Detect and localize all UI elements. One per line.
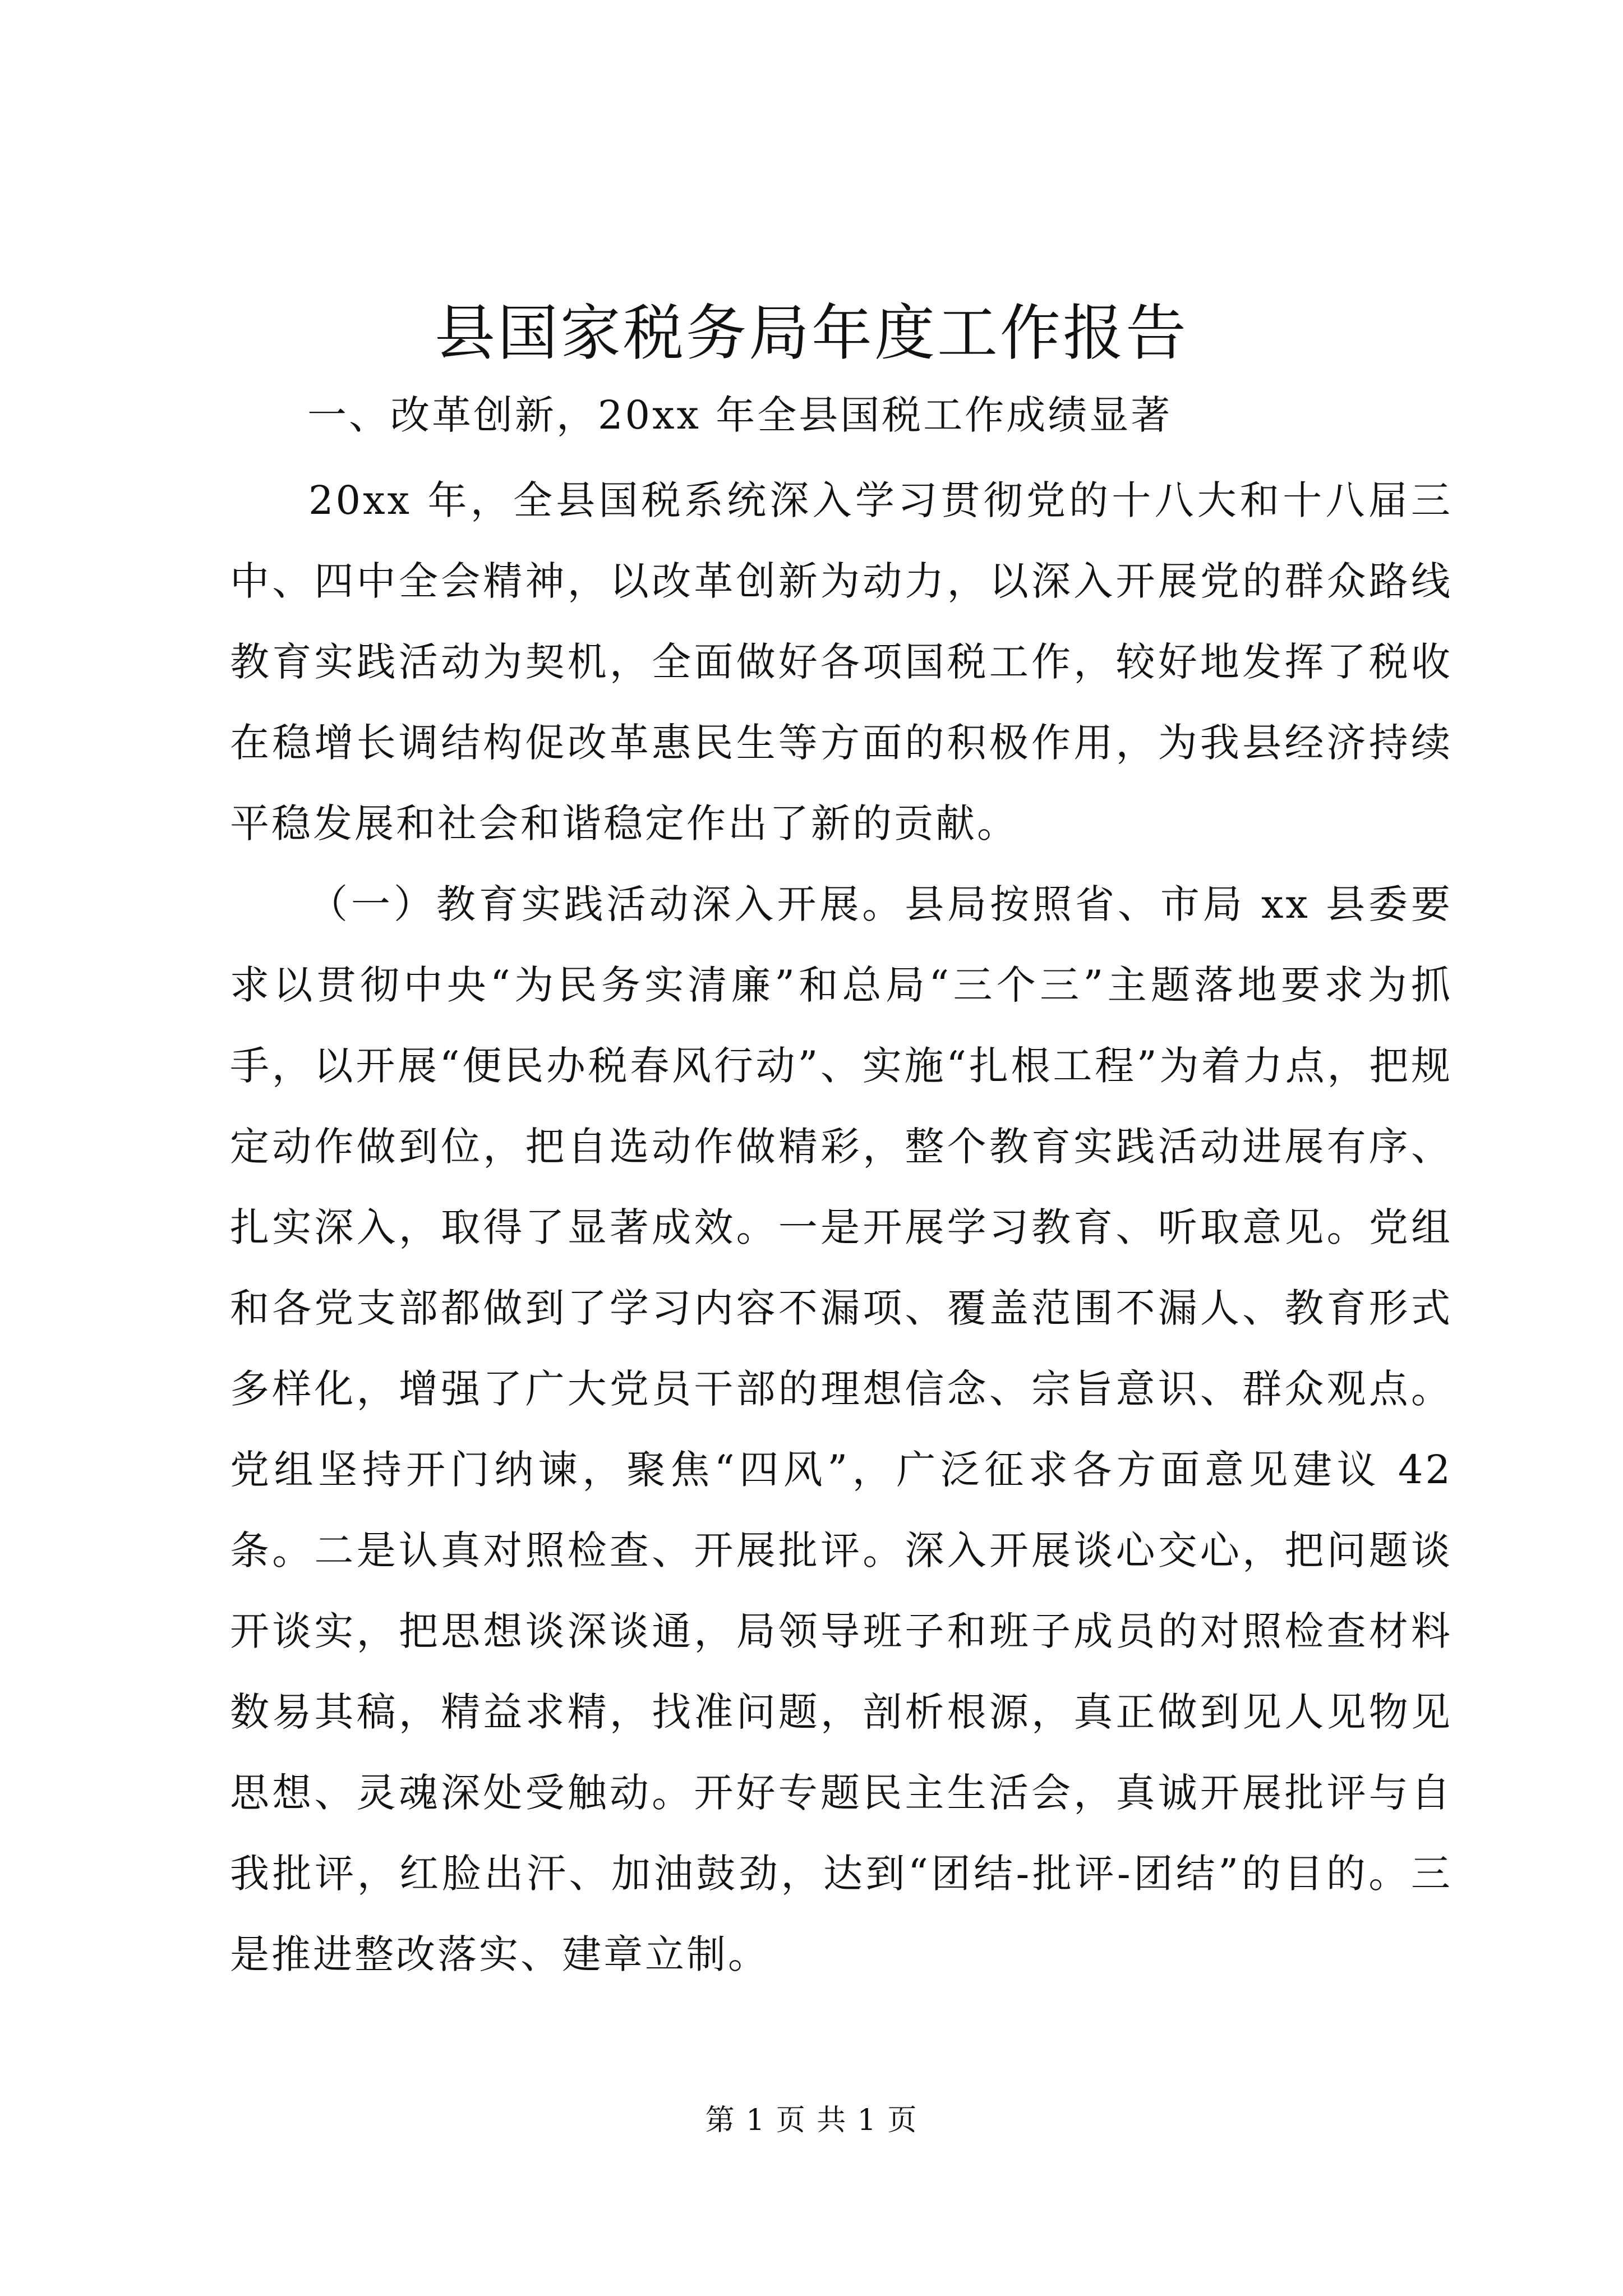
body-paragraph-2: （一）教育实践活动深入开展。县局按照省、市局 xx 县委要求以贯彻中央“为民务实清廉”和总局“三个三”主题落地要求为抓手，以开展“便民办税春风行动”、实施“扎根工程”为着力点，把规定动作做到位，把自选动作做精彩，整个教育实践活动进展有序、扎实深入，取得了显著成效。一是开展学习教育、听取意见。党组和各党支部都做到了学习内容不漏项、覆盖范围不漏人、教育形式多样化，增强了广大党员干部的理想信念、宗旨意识、群众观点。党组坚持开门纳谏，聚焦“四风”，广泛征求各方面意见建议 42 条。二是认真对照检查、开展批评。深入开展谈心交心，把问题谈开谈实，把思想谈深谈通，局领导班子和班子成员的对照检查材料数易其稿，精益求精，找准问题，剖析根源，真正做到见人见物见思想、灵魂深处受触动。开好专题民主生活会，真诚开展批评与自我批评，红脸出汗、加油鼓劲，达到“团结-批评-团结”的目的。三是推进整改落实、建章立制。 [230,881,1453,1977]
section-heading: 一、改革创新，20xx 年全县国税工作成绩显著 [307,392,1173,438]
body-paragraph-1: 20xx 年，全县国税系统深入学习贯彻党的十八大和十八届三中、四中全会精神，以改革创新为动力，以深入开展党的群众路线教育实践活动为契机，全面做好各项国税工作，较好地发挥了税收在稳增长调结构促改革惠民生等方面的积极作用，为我县经济持续平稳发展和社会和谐稳定作出了新的贡献。 [230,477,1453,846]
document-title: 县国家税务局年度工作报告 [434,298,1188,369]
page-footer: 第 1 页 共 1 页 [705,2104,918,2137]
